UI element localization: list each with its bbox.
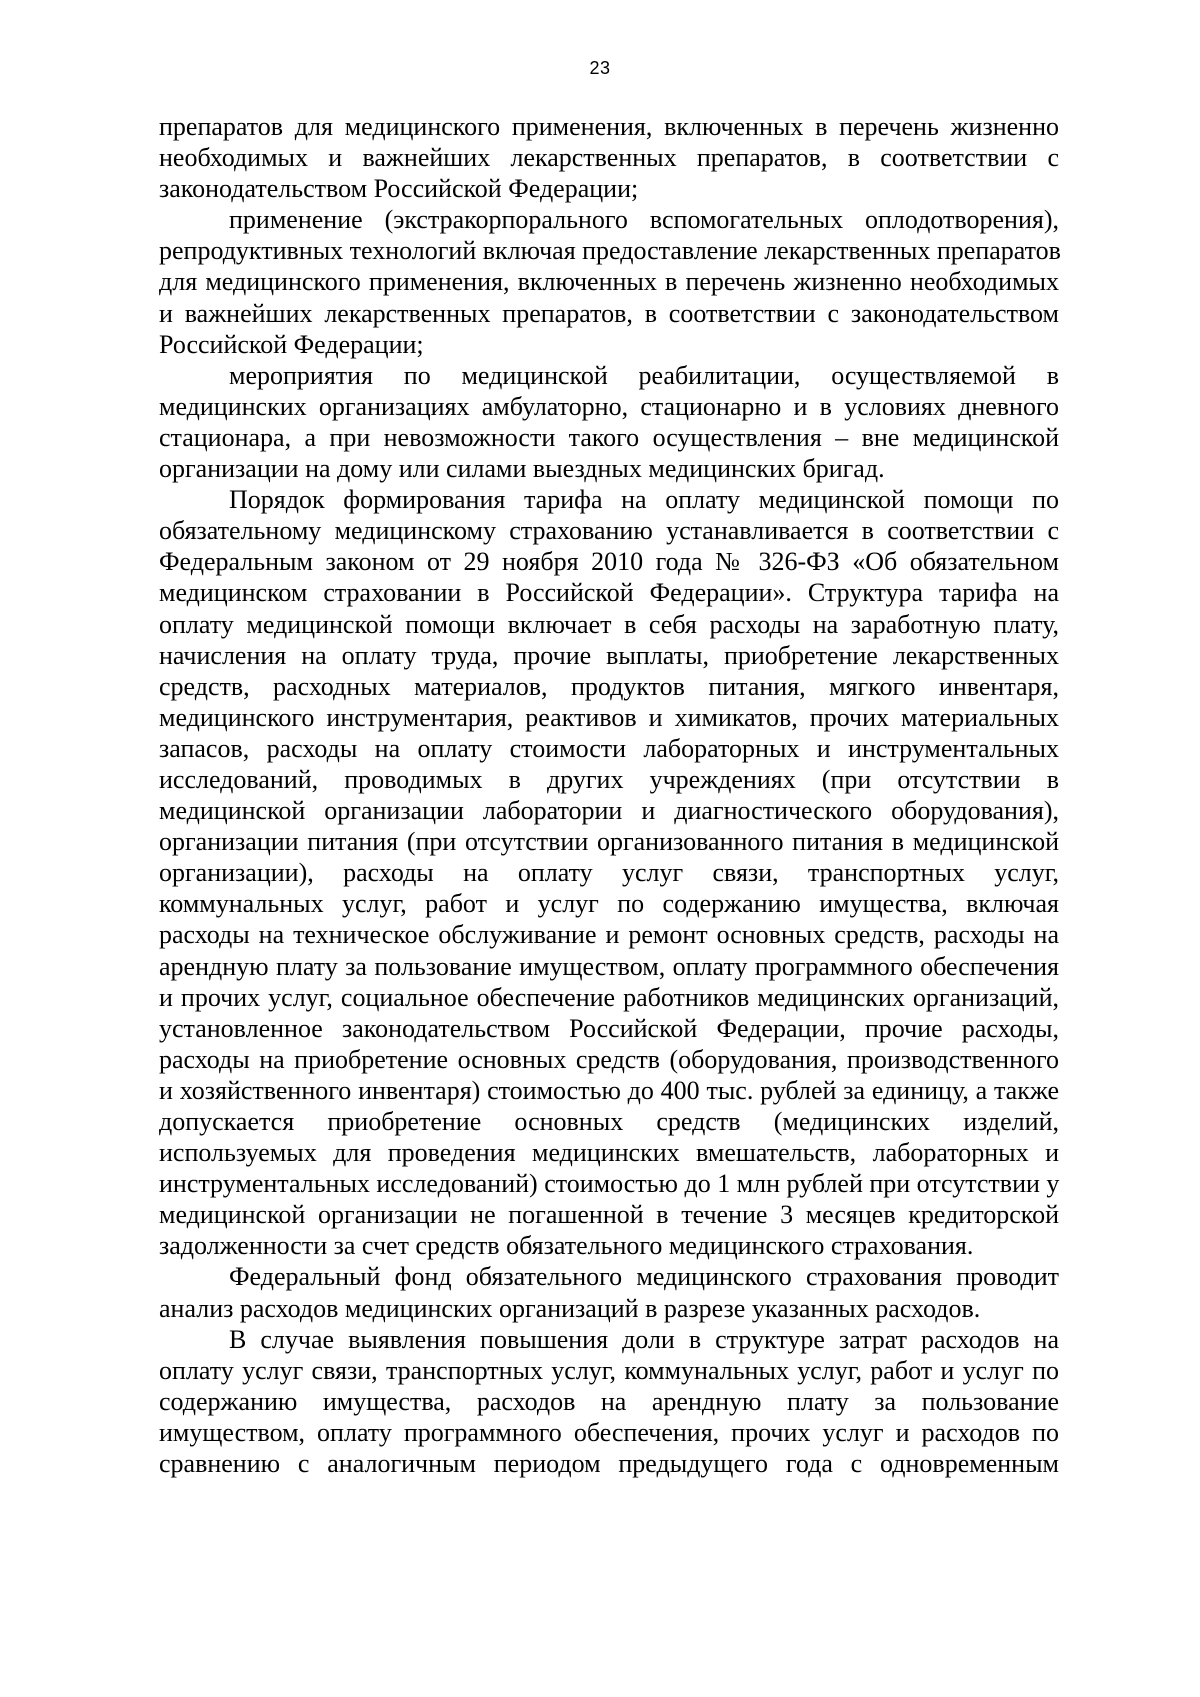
document-body xyxy=(159,111,1059,1479)
text-line: используемых для проведения медицинских вмешательств, лабораторных и xyxy=(159,1138,1059,1168)
text-line: допускается приобретение основных средств (медицинских изделий, xyxy=(159,1107,1059,1136)
text-line: необходимых и важнейших лекарственных препаратов, в соответствии с xyxy=(159,143,1059,173)
text-line: и хозяйственного инвентаря) стоимостью до 400 тыс. рублей за единицу, а также xyxy=(159,1075,1059,1105)
paragraph xyxy=(159,1261,1059,1323)
text-line: Федеральный фонд обязательного медицинского страхования проводит xyxy=(229,1262,1059,1292)
text-line: и важнейших лекарственных препаратов, в соответствии с законодательством xyxy=(159,298,1059,328)
text-line: анализ расходов медицинских организаций в разрезе указанных расходов. xyxy=(159,1293,981,1323)
paragraph xyxy=(159,360,1059,484)
text-line: В случае выявления повышения доли в структуре затрат расходов на xyxy=(229,1324,1059,1354)
text-line: оплату услуг связи, транспортных услуг, коммунальных услуг, работ и услуг по xyxy=(159,1355,1059,1385)
text-line: запасов, расходы на оплату стоимости лабораторных и инструментальных xyxy=(159,733,1059,763)
text-line: для медицинского применения, включенных в перечень жизненно необходимых xyxy=(159,267,1059,297)
text-line: организации на дому или силами выездных медицинских бригад. xyxy=(159,454,885,484)
text-line: медицинского инструментария, реактивов и химикатов, прочих материальных xyxy=(159,702,1059,732)
text-line: имуществом, оплату программного обеспечения, прочих услуг и расходов по xyxy=(159,1417,1059,1447)
paragraph xyxy=(159,204,1059,359)
text-line: сравнению с аналогичным периодом предыдущего года с одновременным xyxy=(159,1449,1059,1479)
text-line: коммунальных услуг, работ и услуг по содержанию имущества, включая xyxy=(159,889,1059,919)
paragraph xyxy=(159,1324,1059,1479)
text-line: Порядок формирования тарифа на оплату медицинской помощи по xyxy=(229,485,1059,515)
page-number: 23 xyxy=(589,58,611,78)
text-line: обязательному медицинскому страхованию устанавливается в соответствии с xyxy=(159,516,1059,546)
text-line: исследований, проводимых в других учреждениях (при отсутствии в xyxy=(159,764,1059,794)
text-line: и прочих услуг, социальное обеспечение работников медицинских организаций, xyxy=(159,982,1059,1012)
text-line: расходы на приобретение основных средств (оборудования, производственного xyxy=(159,1044,1059,1074)
text-line: организации питания (при отсутствии организованного питания в медицинской xyxy=(159,827,1059,857)
text-line: содержанию имущества, расходов на арендную плату за пользование xyxy=(159,1386,1059,1416)
text-line: медицинском страховании в Российской Федерации». Структура тарифа на xyxy=(159,578,1059,608)
text-line: медицинских организациях амбулаторно, стационарно и в условиях дневного xyxy=(159,391,1059,421)
text-line: Российской Федерации; xyxy=(159,329,424,359)
text-line: препаратов для медицинского применения, включенных в перечень жизненно xyxy=(159,112,1059,141)
text-line: начисления на оплату труда, прочие выплаты, приобретение лекарственных xyxy=(159,640,1059,670)
text-line: медицинской организации не погашенной в течение 3 месяцев кредиторской xyxy=(159,1200,1059,1230)
text-line: установленное законодательством Российской Федерации, прочие расходы, xyxy=(159,1013,1059,1043)
text-line: репродуктивных технологий включая предоставление лекарственных препаратов xyxy=(159,236,1061,266)
text-line: медицинской организации лаборатории и диагностического оборудования), xyxy=(159,796,1059,826)
text-line: задолженности за счет средств обязательного медицинского страхования. xyxy=(159,1231,974,1261)
paragraph xyxy=(159,484,1059,1261)
text-line: стационара, а при невозможности такого осуществления – вне медицинской xyxy=(159,422,1059,452)
text-line: законодательством Российской Федерации; xyxy=(159,174,639,204)
paragraph xyxy=(159,111,1059,204)
text-line: организации), расходы на оплату услуг связи, транспортных услуг, xyxy=(159,858,1059,888)
text-line: оплату медицинской помощи включает в себя расходы на заработную плату, xyxy=(159,609,1059,639)
text-line: арендную плату за пользование имуществом, оплату программного обеспечения xyxy=(159,951,1059,981)
text-line: применение (экстракорпорального вспомогательных оплодотворения), xyxy=(229,205,1059,235)
text-line: средств, расходных материалов, продуктов питания, мягкого инвентаря, xyxy=(159,671,1059,701)
text-line: мероприятия по медицинской реабилитации, осуществляемой в xyxy=(229,360,1059,390)
text-line: инструментальных исследований) стоимостью до 1 млн рублей при отсутствии у xyxy=(159,1169,1060,1199)
text-line: расходы на техническое обслуживание и ремонт основных средств, расходы на xyxy=(159,920,1059,950)
text-line: Федеральным законом от 29 ноября 2010 года № 326-ФЗ «Об обязательном xyxy=(159,547,1059,577)
